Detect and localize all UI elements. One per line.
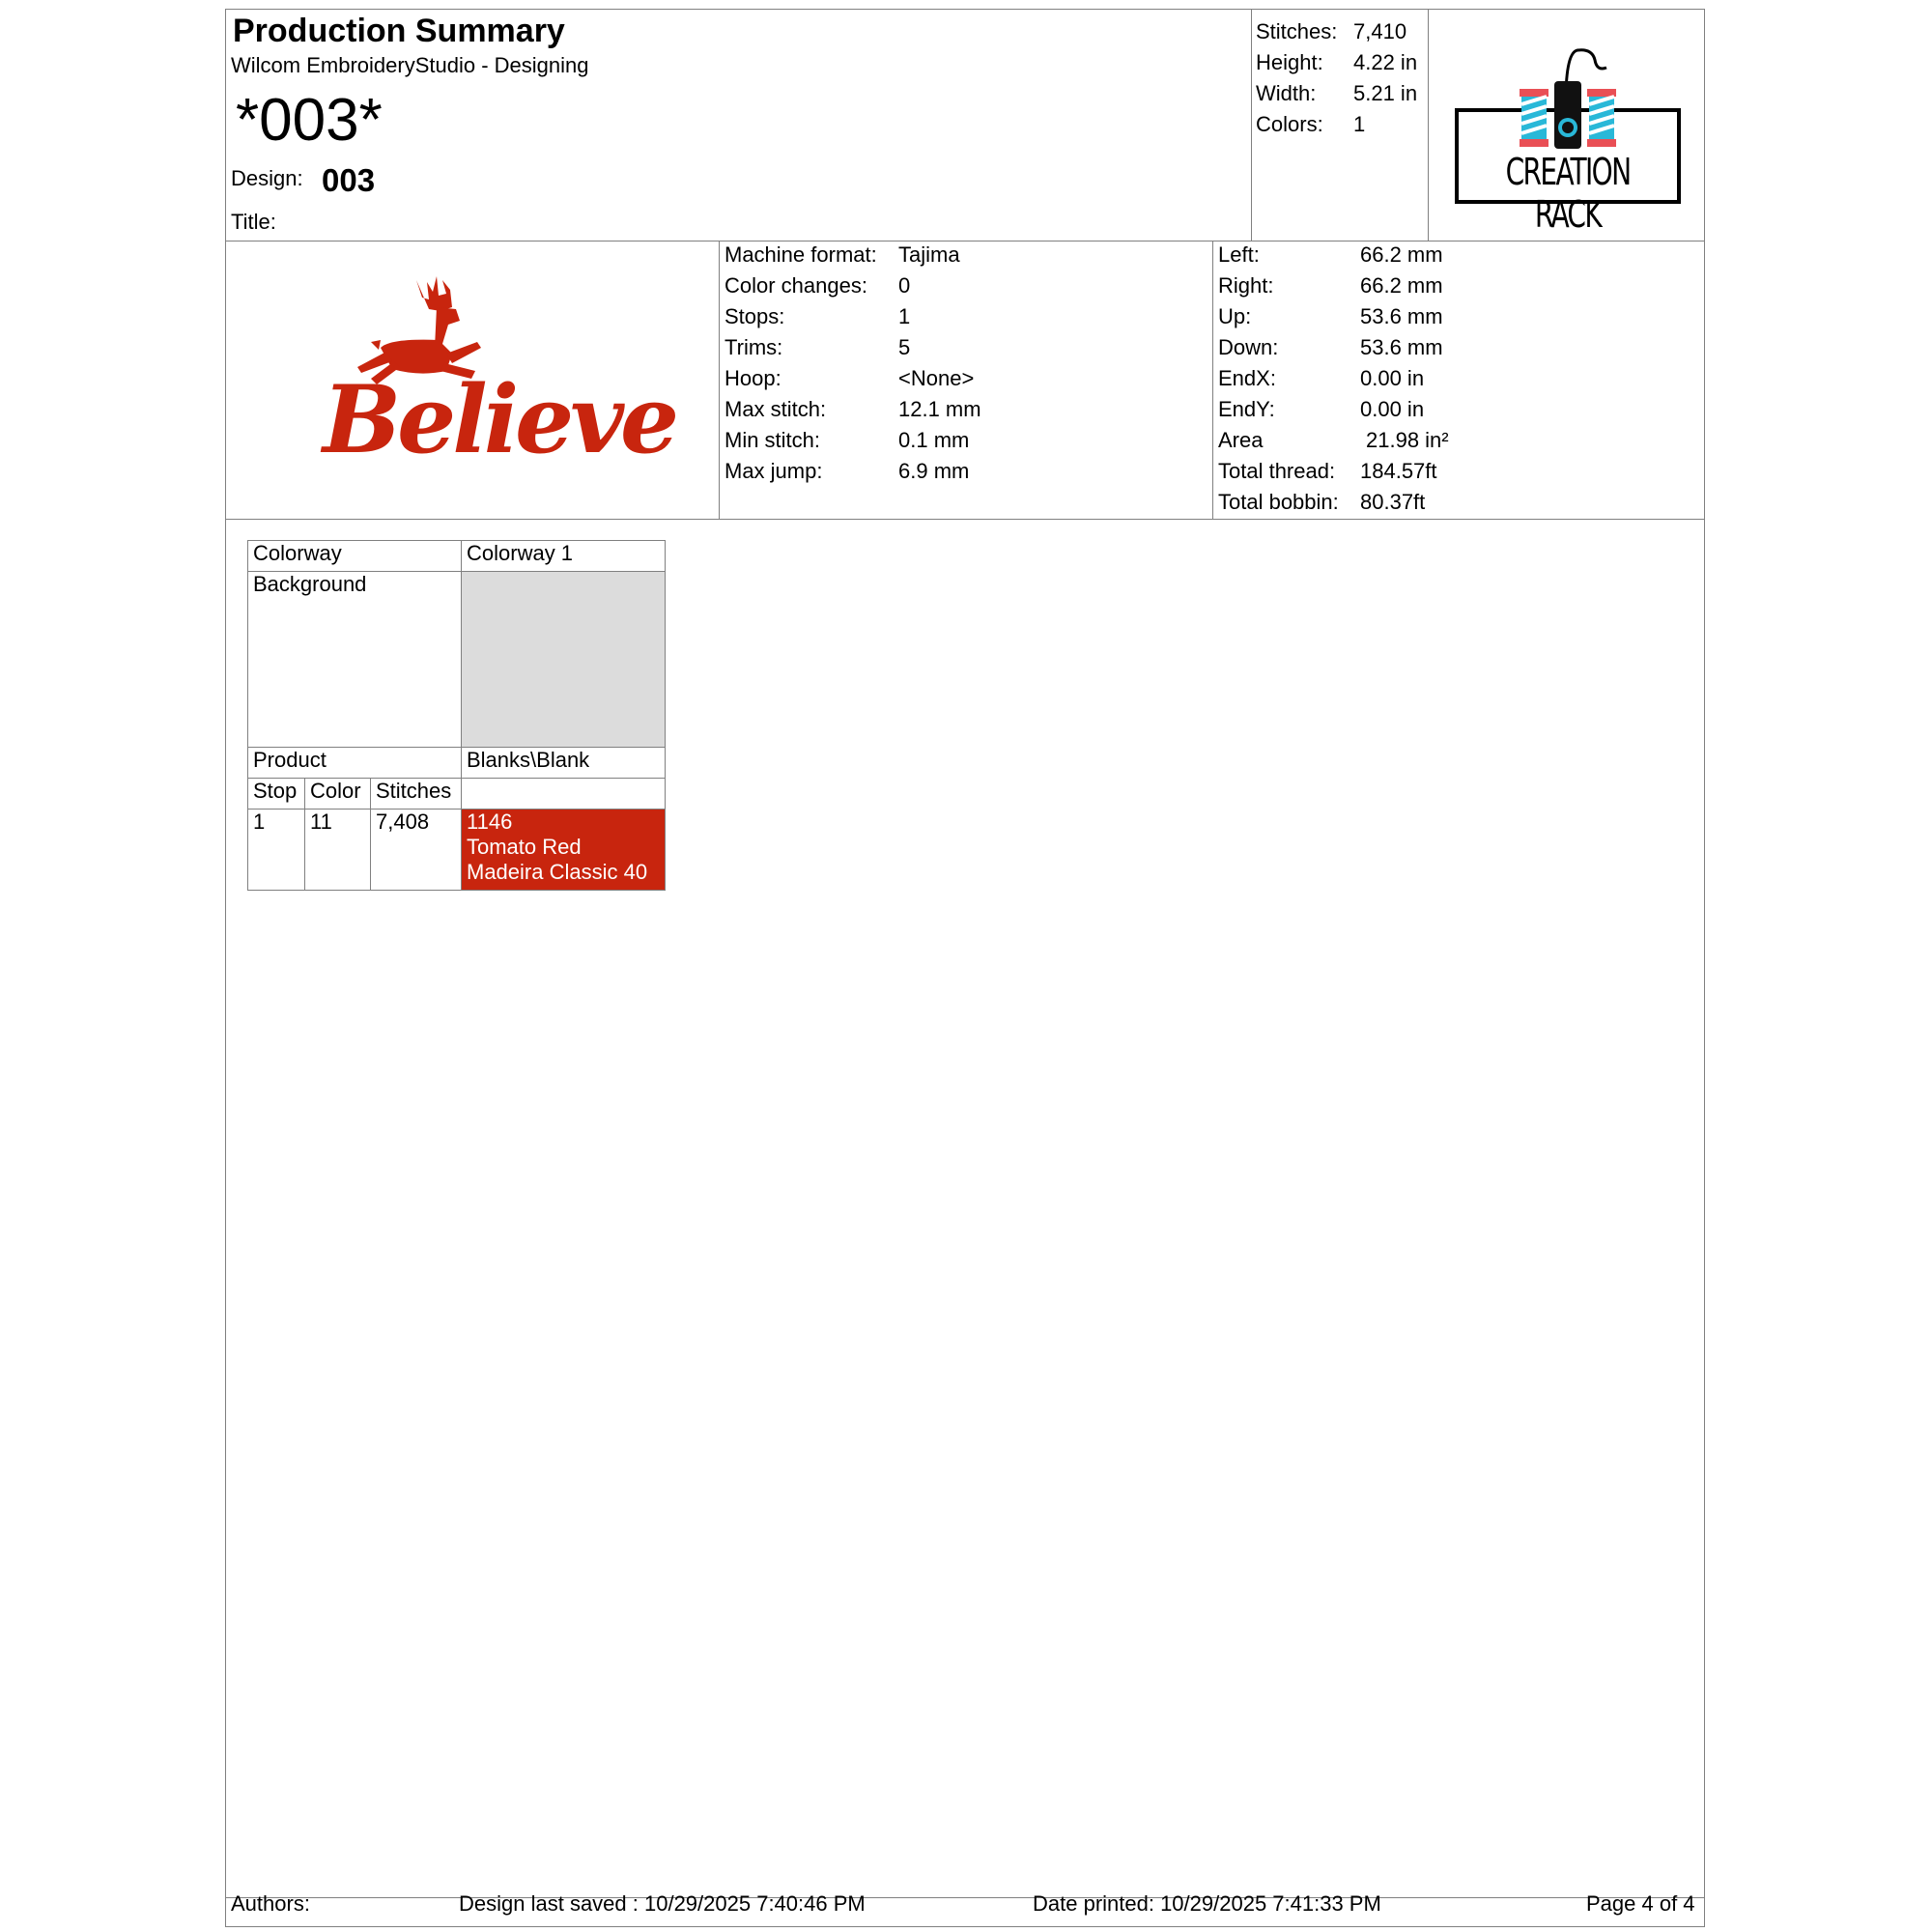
left-value: 66.2 mm [1360, 242, 1443, 267]
height-value: 4.22 in [1353, 50, 1418, 74]
machine-format-label: Machine format: [724, 242, 877, 267]
area-value: 21.98 in² [1366, 428, 1449, 452]
page-title: Production Summary [233, 13, 565, 49]
product-value: Blanks\Blank [462, 748, 666, 779]
total-thread-value: 184.57ft [1360, 459, 1437, 483]
title-label: Title: [231, 210, 276, 234]
area-label: Area [1218, 428, 1264, 452]
row-color: 11 [305, 810, 371, 891]
total-thread-label: Total thread: [1218, 459, 1336, 483]
info-col-divider-1 [719, 241, 720, 519]
header-col-divider-1 [1251, 10, 1252, 241]
hoop-label: Hoop: [724, 366, 781, 390]
color-changes-value: 0 [898, 273, 911, 298]
total-bobbin-value: 80.37ft [1360, 490, 1426, 514]
stitches-value: 7,410 [1353, 19, 1407, 43]
software-subtitle: Wilcom EmbroideryStudio - Designing [231, 53, 589, 77]
design-barcode-text: *003* [236, 87, 383, 154]
stops-value: 1 [898, 304, 911, 328]
thread-name: Tomato Red [467, 835, 582, 859]
preview-believe-text: Believe [323, 365, 676, 474]
left-label: Left: [1218, 242, 1260, 267]
product-label: Product [248, 748, 462, 779]
down-value: 53.6 mm [1360, 335, 1443, 359]
logo-text: CREATION RACK [1505, 151, 1631, 236]
endy-label: EndY: [1218, 397, 1275, 421]
footer-divider [226, 1897, 1704, 1898]
width-value: 5.21 in [1353, 81, 1418, 105]
footer-date-printed: Date printed: 10/29/2025 7:41:33 PM [1033, 1891, 1381, 1916]
stop-header: Stop [248, 779, 305, 810]
design-value: 003 [322, 162, 376, 198]
min-stitch-label: Min stitch: [724, 428, 821, 452]
table-row [248, 572, 666, 748]
color-changes-label: Color changes: [724, 273, 867, 298]
up-label: Up: [1218, 304, 1252, 328]
color-header: Color [305, 779, 371, 810]
right-value: 66.2 mm [1360, 273, 1443, 298]
background-swatch [462, 572, 666, 748]
footer-last-saved: Design last saved : 10/29/2025 7:40:46 PM [459, 1891, 866, 1916]
trims-value: 5 [898, 335, 911, 359]
production-summary-page [225, 9, 1705, 1927]
down-label: Down: [1218, 335, 1279, 359]
endy-value: 0.00 in [1360, 397, 1425, 421]
table-row [248, 779, 666, 810]
creation-rack-logo [1452, 43, 1684, 236]
height-label: Height: [1256, 50, 1323, 74]
min-stitch-value: 0.1 mm [898, 428, 970, 452]
footer-authors: Authors: [231, 1891, 310, 1916]
colors-label: Colors: [1256, 112, 1323, 136]
right-label: Right: [1218, 273, 1274, 298]
info-col-divider-2 [1212, 241, 1213, 519]
row-stop: 1 [248, 810, 305, 891]
colorway-value: Colorway 1 [462, 541, 666, 572]
colorway-table [247, 540, 666, 891]
colorway-label: Colorway [248, 541, 462, 572]
row-stitches: 7,408 [371, 810, 462, 891]
colors-value: 1 [1353, 112, 1366, 136]
table-row [248, 810, 666, 891]
hoop-value: <None> [898, 366, 975, 390]
header-col-divider-2 [1428, 10, 1429, 241]
empty-header [462, 779, 666, 810]
thread-code: 1146 [467, 810, 513, 834]
stops-label: Stops: [724, 304, 785, 328]
up-value: 53.6 mm [1360, 304, 1443, 328]
stitches-label: Stitches: [1256, 19, 1338, 43]
total-bobbin-label: Total bobbin: [1218, 490, 1339, 514]
table-row [248, 541, 666, 572]
background-label: Background [248, 572, 462, 748]
endx-label: EndX: [1218, 366, 1276, 390]
stitches-header: Stitches [371, 779, 462, 810]
max-jump-value: 6.9 mm [898, 459, 970, 483]
footer-page-number: Page 4 of 4 [1586, 1891, 1695, 1916]
endx-value: 0.00 in [1360, 366, 1425, 390]
table-row [248, 748, 666, 779]
max-stitch-label: Max stitch: [724, 397, 827, 421]
trims-label: Trims: [724, 335, 783, 359]
machine-format-value: Tajima [898, 242, 960, 267]
thread-brand: Madeira Classic 40 [467, 860, 648, 884]
max-stitch-value: 12.1 mm [898, 397, 981, 421]
info-divider [226, 519, 1704, 520]
width-label: Width: [1256, 81, 1317, 105]
header-divider [226, 241, 1704, 242]
design-preview [323, 270, 676, 502]
design-label: Design: [231, 166, 303, 190]
max-jump-label: Max jump: [724, 459, 823, 483]
thread-swatch [462, 810, 666, 891]
